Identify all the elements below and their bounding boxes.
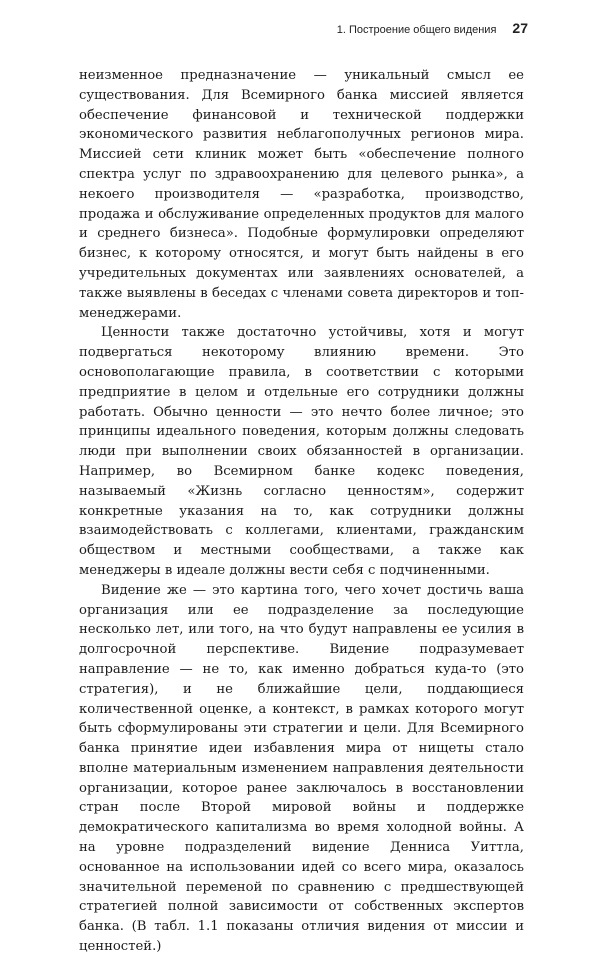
page-number: 27 (512, 20, 528, 36)
paragraph-values: Ценности также достаточно устойчивы, хотя и могут подвергаться некоторому влиянию времени. Это основополагающие правила, в соответствии с которыми предприятие в целом и отдельные его сотрудники должны работать. Обычно ценности — это нечто более личное; это принципы идеального поведения, которым должны следовать люди при выполнении своих обязанностей в организации. Например, во Всемирном банке кодекс поведения, называемый «Жизнь согласно ценностям», содержит конкретные указания на то, как сотрудники должны взаимодействовать с коллегами, клиентами, гражданским обществом и местными сообществами, а также как менеджеры в идеале должны вести себя с подчиненными. (79, 325, 524, 578)
chapter-title: 1. Построение общего видения (336, 24, 497, 36)
paragraph-vision: Видение же — это картина того, чего хочет достичь ваша организация или ее подразделение за последующие несколько лет, или того, на что будут направлены ее усилия в долгосрочной перспективе. Видение подразумевает направление — не то, как именно добраться куда-то (это стратегия), и не ближайшие цели, поддающиеся количественной оценке, а контекст, в рамках которого могут быть сформулированы эти стратегии и цели. Для Всемирного банка принятие идеи избавления мира от нищеты стало вполне материальным изменением направления деятельности организации, которое ранее заключалось в восстановлении стран после Второй мировой войны и поддержке демократического капитализма во время холодной войны. А на уровне подразделений видение Денниса Уиттла, основанное на использовании идей со всего мира, оказалось значительной переменой по сравнению с предшествующей стратегией полной зависимости от собственных экспертов банка. (В табл. 1.1 показаны отличия видения от миссии и ценностей.) (79, 582, 524, 955)
body-text (79, 66, 524, 957)
running-header (337, 20, 528, 36)
paragraph-mission: неизменное предназначение — уникальный смысл ее существования. Для Всемирного банка миссией является обеспечение финансовой и технической поддержки экономического развития неблагополучных регионов мира. Миссией сети клиник может быть «обеспечение полного спектра услуг по здравоохранению для целевого рынка», а некоего производителя — «разработка, производство, продажа и обслуживание определенных продуктов для малого и среднего бизнеса». Подобные формулировки определяют бизнес, к которому относятся, и могут быть найдены в его учредительных документах или заявлениях основателей, а также выявлены в беседах с членами совета директоров и топ-менеджерами. (79, 68, 524, 321)
